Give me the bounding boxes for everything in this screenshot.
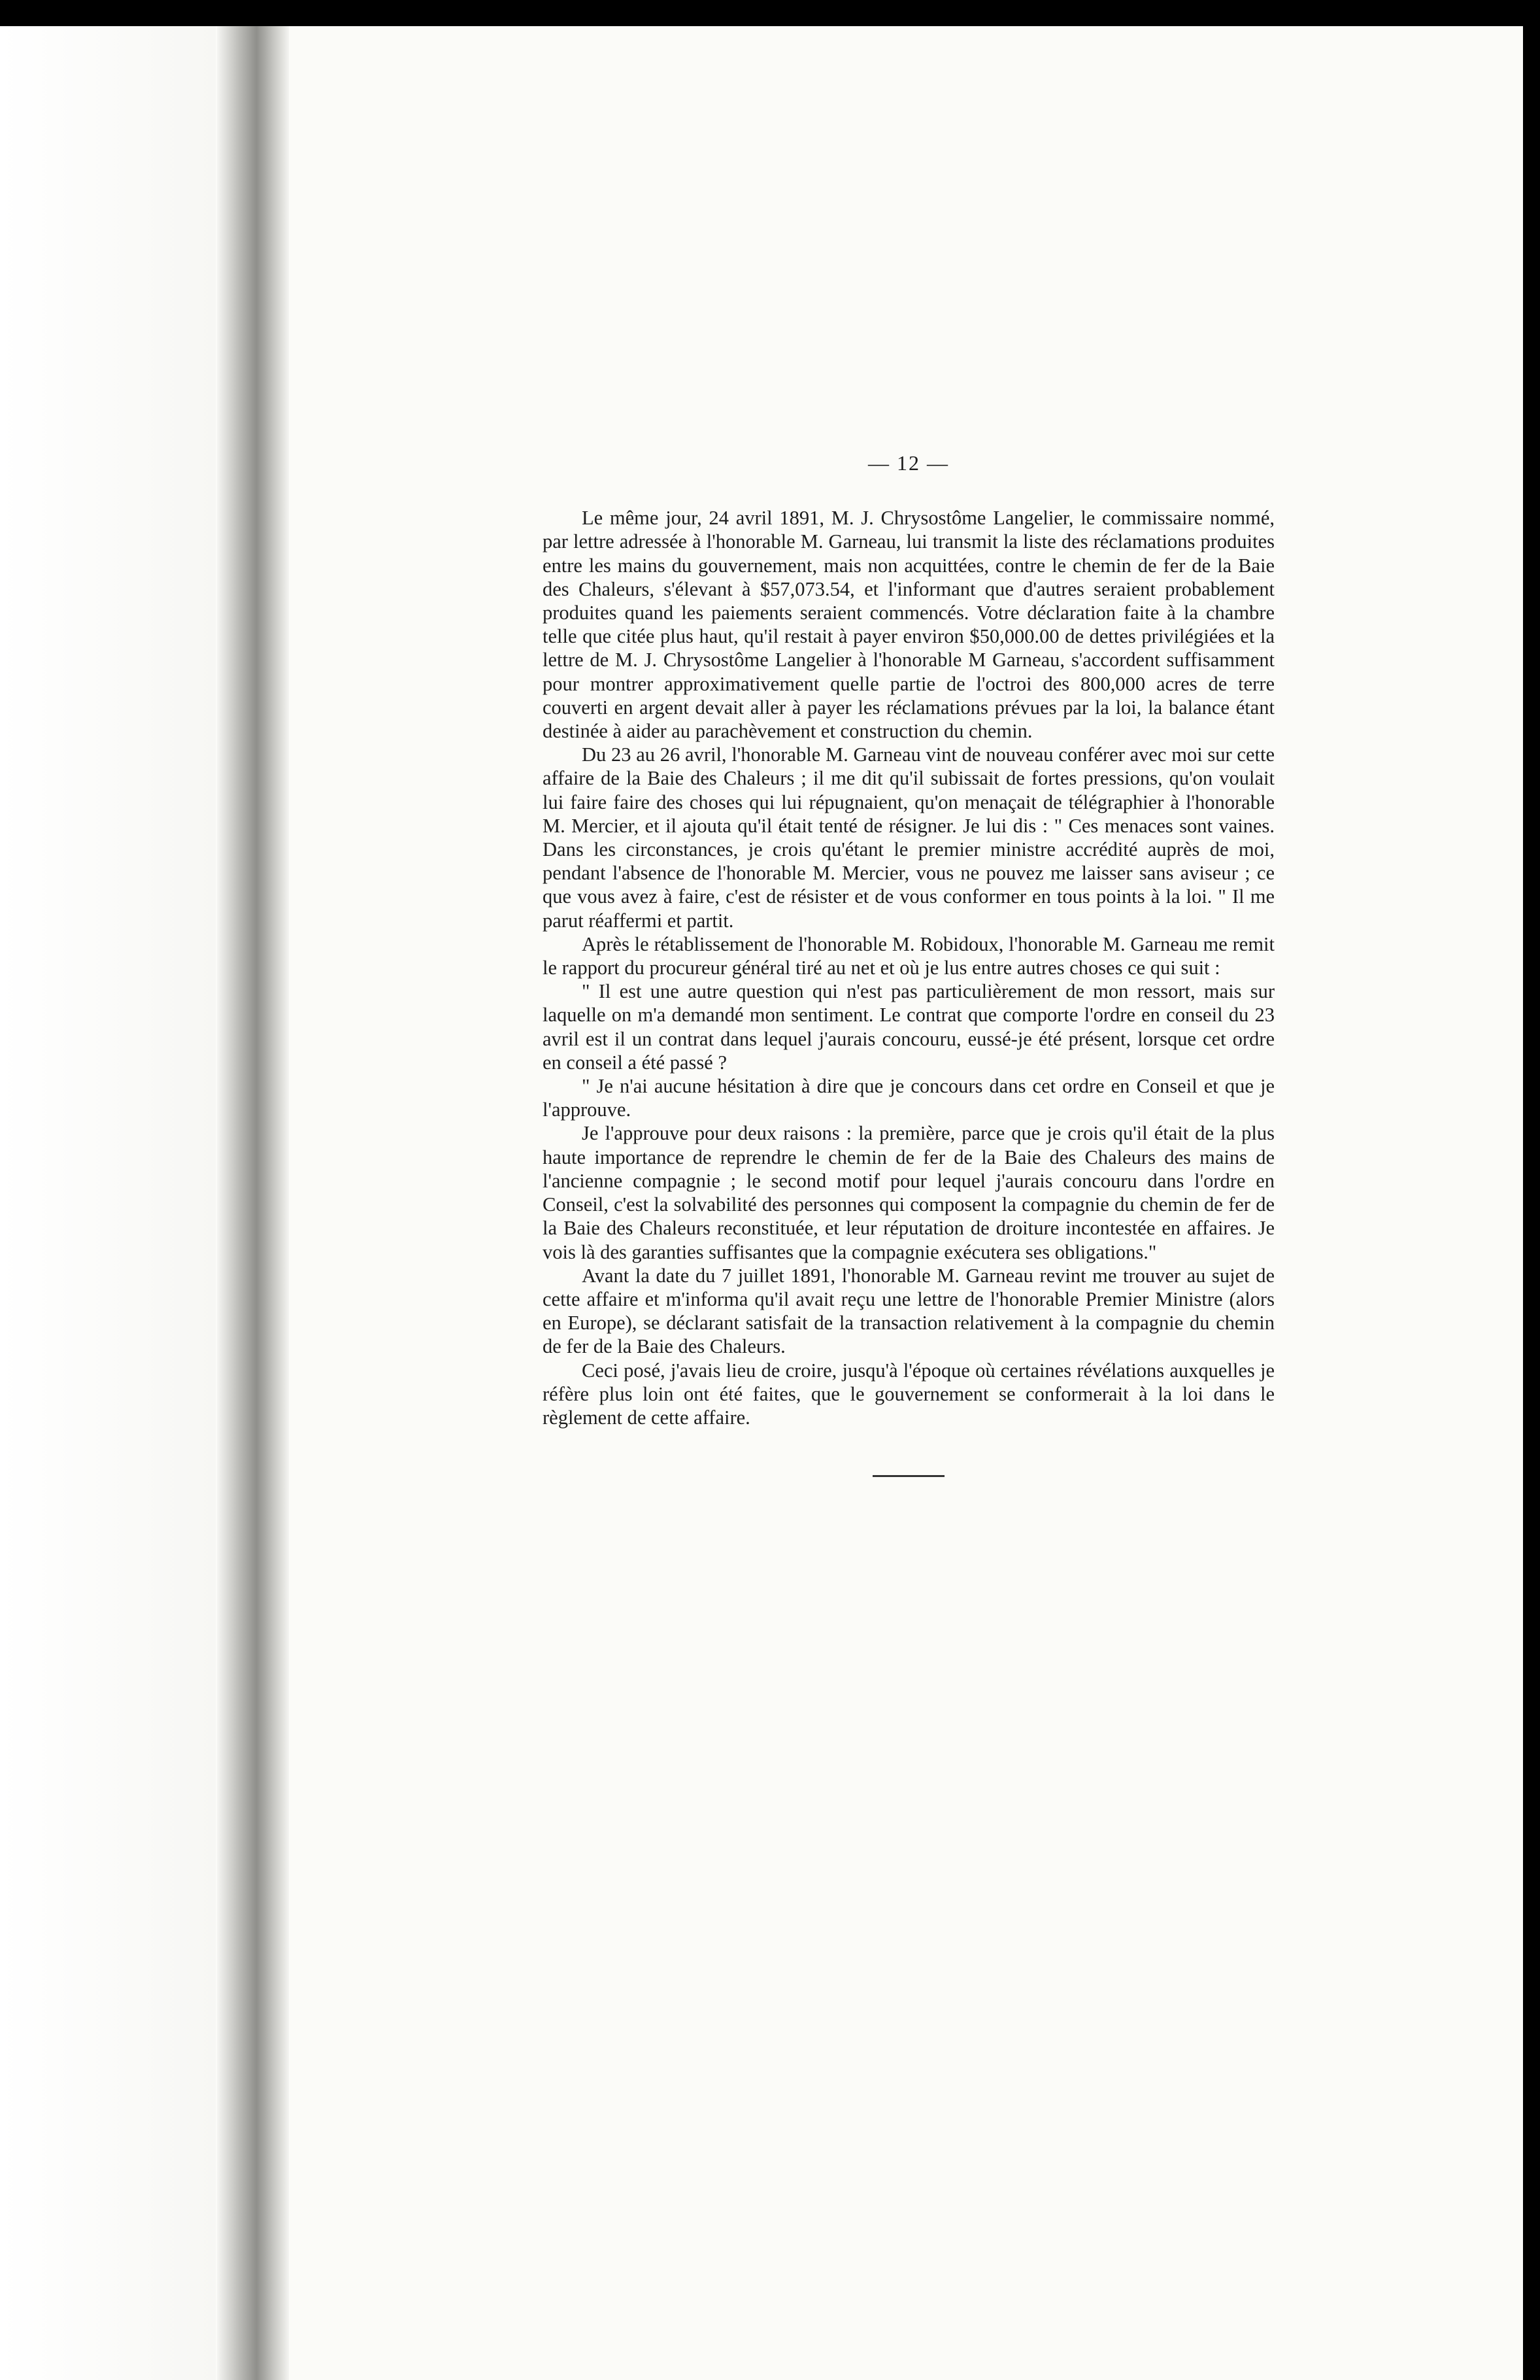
- page-text-block: [543, 451, 1275, 1477]
- section-divider: [873, 1475, 945, 1477]
- paragraph: Après le rétablissement de l'honorable M. Robidoux, l'honorable M. Garneau me remit le rapport du procureur général tiré au net et où je lus entre autres choses ce qui suit :: [543, 932, 1275, 979]
- quoted-paragraph: " Il est une autre question qui n'est pas particulièrement de mon ressort, mais sur laquelle on m'a demandé mon sentiment. Le contrat que comporte l'ordre en conseil du 23 avril est il un contrat dans lequel j'aurais concouru, eussé-je été présent, lorsque cet ordre en conseil a été passé ?: [543, 980, 1275, 1074]
- scan-border: [1523, 0, 1540, 2380]
- paragraph: Le même jour, 24 avril 1891, M. J. Chrysostôme Langelier, le commissaire nommé, par lettre adressée à l'honorable M. Garneau, lui transmit la liste des réclamations produites entre les mains du gouvernement, mais non acquittées, contre le chemin de fer de la Baie des Chaleurs, s'élevant à $57,073.54, et l'informant que d'autres seraient probablement produites quand les paiements seraient commencés. Votre déclaration faite à la chambre telle que citée plus haut, qu'il restait à payer environ $50,000.00 de dettes privilégiées et la lettre de M. J. Chrysostôme Langelier à l'honorable M Garneau, s'accordent suffisamment pour montrer approximativement quelle partie de l'octroi des 800,000 acres de terre couverti en argent devait aller à payer les réclamations prévues par la loi, la balance étant destinée à aider au parachèvement et construction du chemin.: [543, 507, 1275, 743]
- paragraph: Avant la date du 7 juillet 1891, l'honorable M. Garneau revint me trouver au sujet de cette affaire et m'informa qu'il avait reçu une lettre de l'honorable Premier Ministre (alors en Europe), se déclarant satisfait de la transaction relativement à la compagnie du chemin de fer de la Baie des Chaleurs.: [543, 1264, 1275, 1358]
- paragraph: Du 23 au 26 avril, l'honorable M. Garneau vint de nouveau conférer avec moi sur cette affaire de la Baie des Chaleurs ; il me dit qu'il subissait de fortes pressions, qu'on voulait lui faire faire des choses qui lui répugnaient, qu'on menaçait de télégraphier à l'honorable M. Mercier, et il ajouta qu'il était tenté de résigner. Je lui dis : " Ces menaces sont vaines. Dans les circonstances, je crois qu'étant le premier ministre accrédité auprès de moi, pendant l'absence de l'honorable M. Mercier, vous ne pouvez me laisser sans aviseur ; ce que vous avez à faire, c'est de résister et de vous conformer en tous points à la loi. " Il me parut réaffermi et partit.: [543, 743, 1275, 932]
- scanned-page: [0, 26, 1523, 2380]
- binding-fold: [217, 26, 289, 2380]
- page-number: — 12 —: [868, 451, 949, 475]
- paragraph: Ceci posé, j'avais lieu de croire, jusqu'à l'époque où certaines révélations auxquelles je réfère plus loin ont été faites, que le gouvernement se conformerait à la loi dans le règlement de cette affaire.: [543, 1359, 1275, 1429]
- quoted-paragraph: Je l'approuve pour deux raisons : la première, parce que je crois qu'il était de la plus haute importance de reprendre le chemin de fer de la Baie des Chaleurs des mains de l'ancienne compagnie ; le second motif pour lequel j'aurais concouru dans l'ordre en Conseil, c'est la solvabilité des personnes qui composent la compagnie du chemin de fer de la Baie des Chaleurs reconstituée, et leur réputation de droiture incontestée en affaires. Je vois là des garanties suffisantes que la compagnie exécutera ses obligations.": [543, 1122, 1275, 1263]
- quoted-paragraph: " Je n'ai aucune hésitation à dire que je concours dans cet ordre en Conseil et que je l'approuve.: [543, 1075, 1275, 1121]
- facing-page-edge: [0, 26, 216, 2380]
